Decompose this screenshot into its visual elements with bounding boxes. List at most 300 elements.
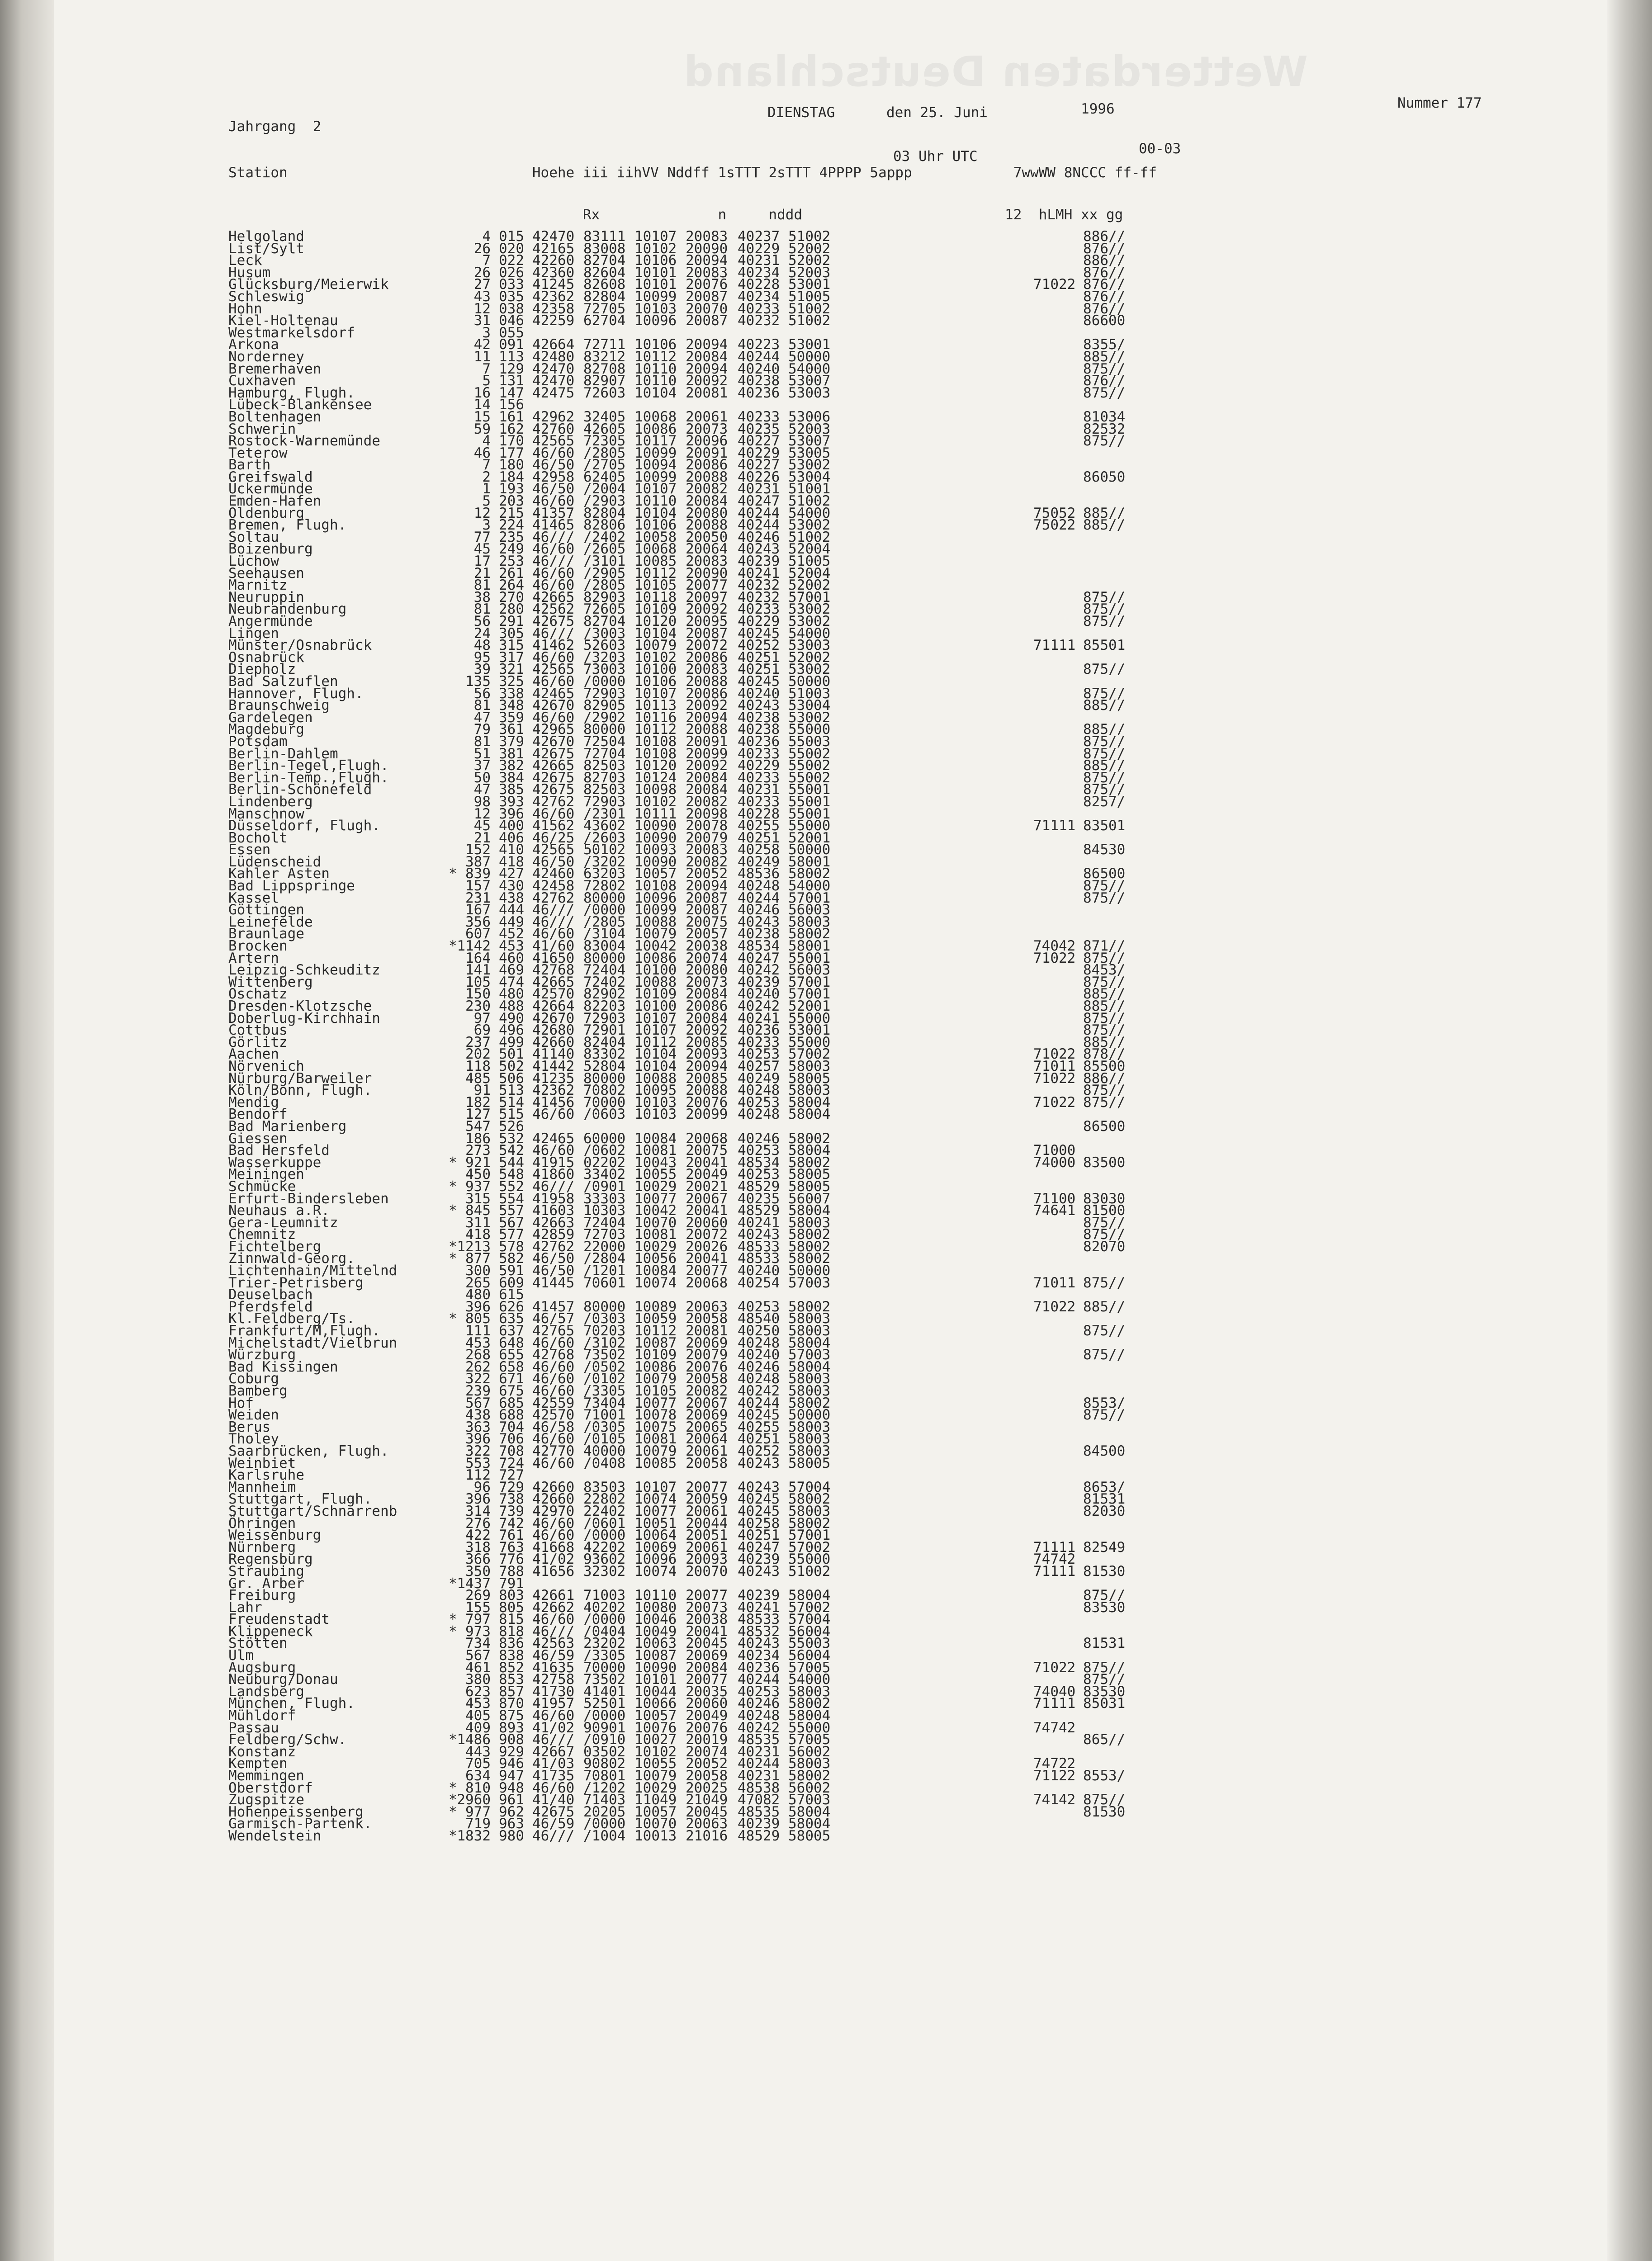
cell-iii: 026: [499, 264, 524, 281]
cell-g4: 20093: [686, 1551, 728, 1568]
cell-g4: 20083: [686, 661, 728, 678]
cell-hoehe: 17: [473, 553, 491, 570]
cell-g6: 50000: [788, 673, 831, 690]
table-row: [228, 252, 1495, 269]
cell-g6: 58004: [788, 1094, 831, 1111]
cell-w8: 875//: [1083, 433, 1126, 449]
cell-g1: 42762: [532, 1238, 575, 1255]
cell-iii: 253: [499, 553, 524, 570]
cell-g1: 42565: [532, 842, 575, 858]
cell-hoehe: 47: [473, 781, 491, 798]
cell-station: Gardelegen: [228, 709, 313, 726]
cell-g3: 10103: [634, 1106, 677, 1123]
cell-g6: 51005: [788, 553, 831, 570]
cell-g3: 10074: [634, 1491, 677, 1508]
cell-iii: 270: [499, 589, 524, 605]
cell-g2: 70601: [583, 1274, 626, 1291]
cell-g1: 42460: [532, 866, 575, 882]
cell-hoehe: 239: [465, 1383, 491, 1399]
cell-hoehe: 155: [465, 1599, 491, 1616]
cell-g4: 20086: [686, 998, 728, 1014]
cell-station: Köln/Bonn, Flugh.: [228, 1082, 372, 1099]
cell-station: Magdeburg: [228, 721, 304, 738]
cell-iii: 706: [499, 1431, 524, 1447]
cell-g6: 58004: [788, 1202, 831, 1219]
cell-g4: 20049: [686, 1166, 728, 1183]
cell-g2: /0502: [583, 1358, 626, 1375]
cell-g3: 10055: [634, 1166, 677, 1183]
table-row: [228, 1695, 1495, 1712]
cell-g6: 58002: [788, 1130, 831, 1147]
cell-station: Feldberg/Schw.: [228, 1731, 347, 1748]
cell-g4: 20087: [686, 288, 728, 305]
cell-g6: 51002: [788, 228, 831, 245]
cell-g4: 20025: [686, 1779, 728, 1796]
cell-g6: 51002: [788, 312, 831, 329]
cell-g4: 20049: [686, 1708, 728, 1724]
cell-g3: 10109: [634, 601, 677, 618]
cell-station: Ückermünde: [228, 481, 313, 497]
cell-g2: 20205: [583, 1803, 626, 1820]
cell-g6: 58002: [788, 1154, 831, 1171]
table-row: [228, 1070, 1495, 1087]
cell-g4: 20069: [686, 1334, 728, 1351]
cell-iii: 578: [499, 1238, 524, 1255]
table-row: [228, 1108, 1495, 1121]
cell-station: Neuburg/Donau: [228, 1671, 338, 1688]
cell-w8: 885//: [1083, 757, 1126, 774]
cell-g5: 40241: [738, 1599, 780, 1616]
cell-hoehe: 1213: [457, 1238, 491, 1255]
cell-g6: 55000: [788, 1010, 831, 1026]
cell-w7: 74040: [1033, 1683, 1076, 1700]
cell-station: Braunschweig: [228, 697, 330, 714]
cell-station: Boizenburg: [228, 541, 313, 558]
cell-w8: 886//: [1083, 252, 1126, 269]
cell-g6: 58003: [788, 1082, 831, 1099]
cell-w7: 71011: [1033, 1058, 1076, 1074]
cell-g2: 43602: [583, 818, 626, 834]
cell-g6: 57005: [788, 1731, 831, 1748]
cell-g5: 40245: [738, 625, 780, 642]
cell-hoehe: 127: [465, 1106, 491, 1123]
cell-g4: 20092: [686, 697, 728, 714]
cell-w8: 875//: [1083, 601, 1126, 618]
cell-iii: 501: [499, 1046, 524, 1063]
cell-g5: 40248: [738, 1106, 780, 1123]
cell-g6: 52003: [788, 421, 831, 437]
cell-g3: 10111: [634, 805, 677, 822]
cell-g2: 42202: [583, 1539, 626, 1556]
table-row: [228, 288, 1495, 305]
cell-g3: 10099: [634, 468, 677, 485]
cell-g2: 82907: [583, 373, 626, 389]
cell-g1: 46///: [532, 902, 575, 918]
cell-hoehe: 118: [465, 1058, 491, 1074]
cell-iii: 384: [499, 769, 524, 786]
cell-w8: 875//: [1083, 745, 1126, 762]
cell-g4: 20076: [686, 1358, 728, 1375]
cell-station: Stuttgart, Flugh.: [228, 1491, 372, 1508]
cell-g6: 53007: [788, 373, 831, 389]
cell-station: Fichtelberg: [228, 1238, 322, 1255]
cell-hoehe: 634: [465, 1768, 491, 1784]
cell-w8: 875//: [1083, 1082, 1126, 1099]
cell-g6: 53001: [788, 336, 831, 353]
cell-g4: 20038: [686, 1611, 728, 1628]
cell-g1: 41245: [532, 276, 575, 293]
cell-g4: 20080: [686, 505, 728, 521]
cell-g6: 57001: [788, 889, 831, 906]
cell-iii: 180: [499, 457, 524, 473]
table-row: [228, 517, 1495, 534]
cell-iii: 161: [499, 408, 524, 425]
cell-g3: 10104: [634, 505, 677, 521]
cell-iii: 788: [499, 1563, 524, 1580]
cell-w8: 878//: [1083, 1046, 1126, 1063]
table-row: [228, 1214, 1495, 1231]
cell-g5: 40229: [738, 757, 780, 774]
cell-g4: 20067: [686, 1395, 728, 1411]
cell-g5: 40231: [738, 1743, 780, 1760]
cell-g1: 41/03: [532, 1755, 575, 1772]
cell-hoehe: 547: [465, 1118, 491, 1135]
cell-g5: 48533: [738, 1238, 780, 1255]
table-row: [228, 1803, 1495, 1820]
cell-iii: 729: [499, 1479, 524, 1495]
cell-g4: 20073: [686, 1599, 728, 1616]
cell-g4: 20026: [686, 1238, 728, 1255]
table-row: [228, 1385, 1495, 1397]
cell-g6: 52002: [788, 240, 831, 257]
cell-g6: 52004: [788, 565, 831, 582]
cell-g2: 71001: [583, 1407, 626, 1424]
cell-iii: 514: [499, 1094, 524, 1111]
cell-g4: 20069: [686, 1407, 728, 1424]
cell-g2: 82703: [583, 769, 626, 786]
cell-g5: 40236: [738, 733, 780, 750]
cell-g4: 20045: [686, 1635, 728, 1652]
cell-g3: 10110: [634, 1587, 677, 1604]
cell-g3: 10104: [634, 1058, 677, 1074]
cell-g6: 58004: [788, 1142, 831, 1159]
cell-hoehe: 157: [465, 878, 491, 894]
cell-g4: 20084: [686, 781, 728, 798]
cell-hoehe: 1142: [457, 938, 491, 955]
cell-g6: 58004: [788, 1803, 831, 1820]
cell-g2: 72705: [583, 300, 626, 317]
cell-g5: 40231: [738, 1768, 780, 1784]
cell-g1: 42667: [532, 1743, 575, 1760]
cell-w8: 8553/: [1083, 1395, 1126, 1411]
cell-star: *: [449, 1238, 457, 1255]
cell-g1: 42661: [532, 1587, 575, 1604]
cell-station: Bremen, Flugh.: [228, 517, 347, 534]
cell-g1: 41650: [532, 950, 575, 966]
cell-hoehe: 111: [465, 1323, 491, 1339]
cell-iii: 655: [499, 1347, 524, 1363]
cell-station: Hannover, Flugh.: [228, 685, 364, 702]
cell-iii: 184: [499, 468, 524, 485]
cell-g3: 10013: [634, 1827, 677, 1844]
cell-g5: 40229: [738, 240, 780, 257]
cell-star: *: [449, 1779, 457, 1796]
cell-hoehe: 396: [465, 1298, 491, 1315]
cell-g6: 50000: [788, 1263, 831, 1279]
issue-number: Nummer 177: [1397, 95, 1482, 111]
cell-g2: 90901: [583, 1719, 626, 1736]
cell-w8: 875//: [1083, 360, 1126, 377]
cell-iii: 418: [499, 853, 524, 870]
cell-hoehe: 97: [473, 1010, 491, 1026]
cell-g4: 20091: [686, 733, 728, 750]
cell-g5: 40244: [738, 517, 780, 534]
cell-g6: 53005: [788, 445, 831, 461]
cell-hoehe: 453: [465, 1334, 491, 1351]
cell-g2: 70000: [583, 1659, 626, 1676]
cell-w8: 83500: [1083, 1154, 1126, 1171]
cell-g5: 48534: [738, 1154, 780, 1171]
cell-g3: 10104: [634, 384, 677, 401]
cell-g2: 40000: [583, 1443, 626, 1459]
cell-iii: 280: [499, 601, 524, 618]
cell-g3: 10120: [634, 757, 677, 774]
cell-w8: 886//: [1083, 228, 1126, 245]
cell-w8: 875//: [1083, 589, 1126, 605]
cell-g1: 42660: [532, 1479, 575, 1495]
cell-iii: 675: [499, 1383, 524, 1399]
cell-w8: 84500: [1083, 1443, 1126, 1459]
cell-g1: 42165: [532, 240, 575, 257]
cell-g1: 46/60: [532, 541, 575, 558]
table-row: [228, 1794, 1495, 1806]
cell-g2: 72605: [583, 601, 626, 618]
cell-g1: 41/60: [532, 938, 575, 955]
cell-g5: 40253: [738, 1046, 780, 1063]
cell-hoehe: 1486: [457, 1731, 491, 1748]
cell-station: Schwerin: [228, 421, 296, 437]
cell-g5: 40248: [738, 878, 780, 894]
cell-w8: 875//: [1083, 1274, 1126, 1291]
table-row: [228, 459, 1495, 471]
cell-g2: 82503: [583, 781, 626, 798]
cell-star: *: [449, 1575, 457, 1592]
cell-g6: 57002: [788, 1539, 831, 1556]
cell-g2: 62704: [583, 312, 626, 329]
cell-station: Garmisch-Partenk.: [228, 1816, 372, 1832]
cell-g3: 10079: [634, 637, 677, 654]
cell-iii: 129: [499, 360, 524, 377]
cell-g2: 80000: [583, 1298, 626, 1315]
cell-station: Münster/Osnabrück: [228, 637, 372, 654]
cell-g2: /0901: [583, 1178, 626, 1195]
table-row: [228, 880, 1495, 892]
cell-g6: 58003: [788, 1058, 831, 1074]
cell-g5: 40243: [738, 697, 780, 714]
cell-g2: 82608: [583, 276, 626, 293]
cell-g1: 41457: [532, 1298, 575, 1315]
cell-iii: 803: [499, 1587, 524, 1604]
cell-station: Passau: [228, 1719, 279, 1736]
cell-iii: 609: [499, 1274, 524, 1291]
cell-iii: 170: [499, 433, 524, 449]
cell-g3: 10096: [634, 1551, 677, 1568]
cell-g3: 10088: [634, 913, 677, 930]
cell-w8: 875//: [1083, 1587, 1126, 1604]
cell-station: Deuselbach: [228, 1287, 313, 1303]
cell-station: Frankfurt/M,Flugh.: [228, 1323, 380, 1339]
cell-g2: /0000: [583, 1611, 626, 1628]
cell-hoehe: 186: [465, 1130, 491, 1147]
cell-g5: 40232: [738, 312, 780, 329]
cell-station: Husum: [228, 264, 271, 281]
cell-g6: 56007: [788, 1190, 831, 1207]
cell-g5: 40251: [738, 661, 780, 678]
cell-hoehe: 485: [465, 1070, 491, 1087]
cell-g1: 46/60: [532, 649, 575, 666]
cell-g2: /0000: [583, 1708, 626, 1724]
cell-iii: 400: [499, 818, 524, 834]
cell-g4: 20038: [686, 938, 728, 955]
cell-g4: 20076: [686, 276, 728, 293]
cell-hoehe: 311: [465, 1214, 491, 1231]
cell-iii: 046: [499, 312, 524, 329]
cell-g1: 41957: [532, 1695, 575, 1712]
cell-g3: 10087: [634, 1334, 677, 1351]
cell-g6: 54000: [788, 1671, 831, 1688]
cell-station: Cottbus: [228, 1022, 288, 1039]
cell-g2: /1202: [583, 1779, 626, 1796]
cell-g6: 53002: [788, 517, 831, 534]
cell-g4: 20079: [686, 1347, 728, 1363]
cell-hoehe: 56: [473, 613, 491, 629]
cell-iii: 763: [499, 1539, 524, 1556]
cell-g6: 55000: [788, 1034, 831, 1050]
cell-g1: 42260: [532, 252, 575, 269]
cell-g4: 20021: [686, 1178, 728, 1195]
cell-g6: 56003: [788, 962, 831, 979]
cell-g3: 10087: [634, 1647, 677, 1664]
table-row: [228, 1084, 1495, 1097]
cell-iii: 113: [499, 348, 524, 365]
cell-iii: 381: [499, 745, 524, 762]
cell-station: Augsburg: [228, 1659, 296, 1676]
table-row: [228, 673, 1495, 690]
cell-station: Zinnwald-Georg.: [228, 1250, 355, 1267]
cell-hoehe: 79: [473, 721, 491, 738]
cell-station: Lingen: [228, 625, 279, 642]
table-row: [228, 577, 1495, 594]
cell-g6: 51002: [788, 529, 831, 545]
cell-w8: 885//: [1083, 1034, 1126, 1050]
cell-g1: 42470: [532, 228, 575, 245]
cell-iii: 033: [499, 276, 524, 293]
cell-hoehe: 262: [465, 1358, 491, 1375]
cell-hoehe: 318: [465, 1539, 491, 1556]
cell-w8: 876//: [1083, 288, 1126, 305]
cell-g2: 63203: [583, 866, 626, 882]
cell-g2: 72901: [583, 1022, 626, 1039]
table-row: [228, 435, 1495, 447]
cell-g4: 20094: [686, 709, 728, 726]
cell-g5: 40228: [738, 276, 780, 293]
cell-g2: 82903: [583, 589, 626, 605]
cell-g1: 41656: [532, 1563, 575, 1580]
cell-w8: 875//: [1083, 733, 1126, 750]
cell-hoehe: 734: [465, 1635, 491, 1652]
cell-hoehe: 202: [465, 1046, 491, 1063]
cell-g3: 10074: [634, 1274, 677, 1291]
cell-g5: 40235: [738, 1190, 780, 1207]
cell-g5: 40249: [738, 853, 780, 870]
cell-hoehe: 24: [473, 625, 491, 642]
cell-station: Manschnow: [228, 805, 304, 822]
cell-hoehe: 839: [465, 866, 491, 882]
cell-g1: 41442: [532, 1058, 575, 1074]
cell-g4: 20067: [686, 1190, 728, 1207]
cell-g4: 20094: [686, 336, 728, 353]
cell-g2: /2603: [583, 829, 626, 846]
cell-hoehe: 230: [465, 998, 491, 1014]
cell-g1: 46/50: [532, 1263, 575, 1279]
cell-g5: 40239: [738, 553, 780, 570]
cell-g3: 10076: [634, 1719, 677, 1736]
cell-hoehe: 3: [482, 324, 491, 341]
table-row: [228, 663, 1495, 676]
cell-iii: 449: [499, 913, 524, 930]
cell-g3: 10046: [634, 1611, 677, 1628]
cell-station: Öhringen: [228, 1515, 296, 1532]
cell-station: Osnabrück: [228, 649, 304, 666]
cell-hoehe: 51: [473, 745, 491, 762]
cell-g2: 80000: [583, 950, 626, 966]
cell-g6: 58004: [788, 1816, 831, 1832]
cell-iii: 815: [499, 1611, 524, 1628]
cell-g5: 40248: [738, 1708, 780, 1724]
cell-g5: 40231: [738, 781, 780, 798]
cell-g6: 55000: [788, 818, 831, 834]
cell-station: Schmücke: [228, 1178, 296, 1195]
cell-w8: 83530: [1083, 1683, 1126, 1700]
cell-g6: 55000: [788, 1719, 831, 1736]
cell-g5: 40242: [738, 998, 780, 1014]
cell-iii: 396: [499, 805, 524, 822]
cell-g4: 20086: [686, 457, 728, 473]
cell-iii: 838: [499, 1647, 524, 1664]
cell-g1: 46/60: [532, 1455, 575, 1471]
cell-station: Rostock-Warnemünde: [228, 433, 380, 449]
cell-g4: 20084: [686, 769, 728, 786]
cell-g3: 10102: [634, 1743, 677, 1760]
cell-g5: 47082: [738, 1792, 780, 1808]
cell-g1: 46/59: [532, 1816, 575, 1832]
table-row: [228, 769, 1495, 786]
cell-hoehe: 567: [465, 1395, 491, 1411]
cell-g1: 42662: [532, 1599, 575, 1616]
cell-g6: 58003: [788, 913, 831, 930]
cell-g1: 46/60: [532, 1527, 575, 1544]
cell-station: Lüdenscheid: [228, 853, 322, 870]
cell-station: Freiburg: [228, 1587, 296, 1604]
cell-g1: 42362: [532, 1082, 575, 1099]
cell-g1: 41730: [532, 1683, 575, 1700]
table-row: [228, 591, 1495, 604]
cell-g3: 10110: [634, 493, 677, 510]
cell-g5: 40240: [738, 360, 780, 377]
cell-iii: 506: [499, 1070, 524, 1087]
cell-g3: 10078: [634, 1407, 677, 1424]
cell-g4: 20099: [686, 1106, 728, 1123]
